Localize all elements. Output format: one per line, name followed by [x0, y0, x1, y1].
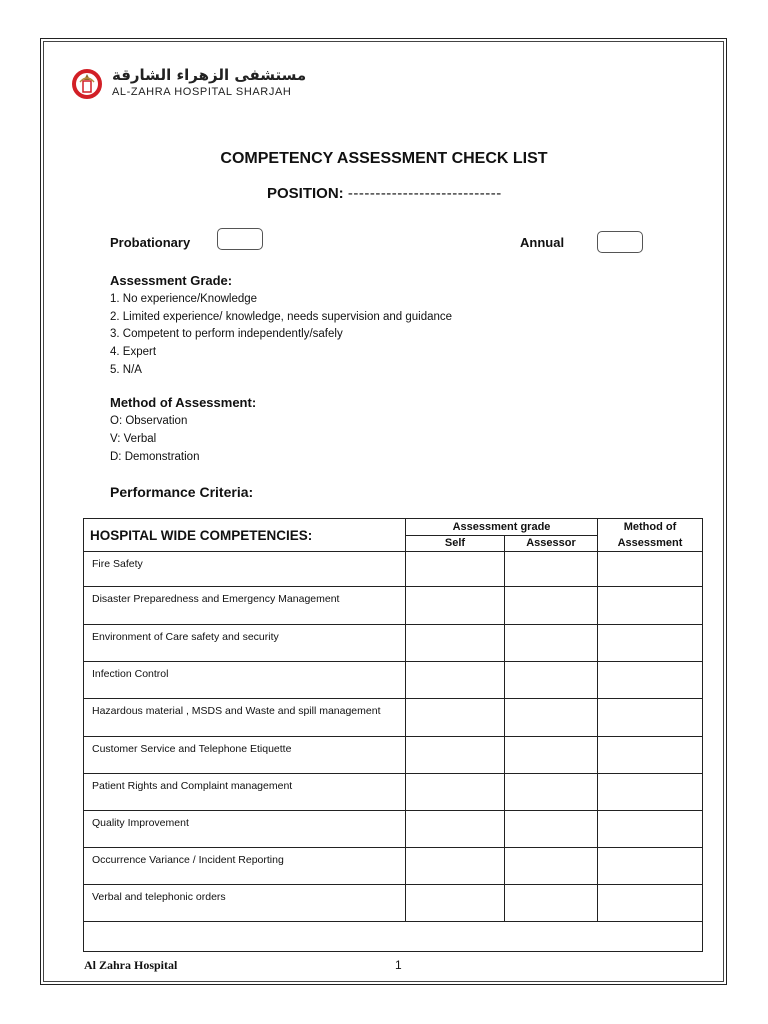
self-grade-cell[interactable]: [406, 662, 505, 699]
table-row: [84, 811, 703, 848]
hospital-name-english: AL-ZAHRA HOSPITAL SHARJAH: [112, 86, 292, 98]
competency-label: Infection Control: [84, 662, 406, 699]
document-title: COMPETENCY ASSESSMENT CHECK LIST: [220, 150, 548, 167]
hospital-logo-icon: [72, 68, 102, 100]
performance-criteria-heading: Performance Criteria:: [110, 484, 254, 500]
competency-label: Hazardous material , MSDS and Waste and spill management: [84, 699, 406, 737]
competency-label: Occurrence Variance / Incident Reporting: [84, 848, 406, 885]
competency-label: Fire Safety: [84, 552, 406, 587]
table-row: [84, 662, 703, 699]
competency-label: Quality Improvement: [84, 811, 406, 848]
competencies-table: [83, 518, 703, 952]
self-grade-cell[interactable]: [406, 699, 505, 737]
table-row: [84, 552, 703, 587]
self-grade-cell[interactable]: [406, 774, 505, 811]
assessor-grade-cell[interactable]: [505, 774, 598, 811]
method-cell[interactable]: [598, 625, 703, 662]
method-item: V: Verbal: [110, 433, 157, 445]
method-cell[interactable]: [598, 699, 703, 737]
position-field[interactable]: ----------------------------: [347, 185, 502, 202]
method-cell[interactable]: [598, 848, 703, 885]
self-grade-cell[interactable]: [406, 552, 505, 587]
assessor-grade-cell[interactable]: [505, 587, 598, 625]
competency-label: Patient Rights and Complaint management: [84, 774, 406, 811]
method-cell[interactable]: [598, 774, 703, 811]
method-item: O: Observation: [110, 415, 188, 427]
grade-item: 2. Limited experience/ knowledge, needs supervision and guidance: [110, 311, 453, 323]
assessor-grade-cell[interactable]: [505, 885, 598, 922]
hospital-name-arabic: مستشفى الزهراء الشارقة: [112, 66, 307, 84]
method-item: D: Demonstration: [110, 451, 200, 463]
assessor-grade-cell[interactable]: [505, 552, 598, 587]
table-title: HOSPITAL WIDE COMPETENCIES:: [84, 519, 406, 552]
self-grade-cell[interactable]: [406, 587, 505, 625]
empty-footer-cell[interactable]: [84, 922, 703, 952]
annual-checkbox[interactable]: [597, 231, 643, 253]
assessment-grade-header: Assessment grade: [406, 519, 598, 536]
self-grade-cell[interactable]: [406, 885, 505, 922]
table-row: [84, 885, 703, 922]
method-cell[interactable]: [598, 662, 703, 699]
self-grade-cell[interactable]: [406, 625, 505, 662]
table-row: [84, 737, 703, 774]
competency-label: Disaster Preparedness and Emergency Management: [84, 587, 406, 625]
table-row: [84, 625, 703, 662]
competency-label: Environment of Care safety and security: [84, 625, 406, 662]
method-cell[interactable]: [598, 885, 703, 922]
assessor-grade-cell[interactable]: [505, 662, 598, 699]
annual-label: Annual: [520, 235, 565, 250]
method-cell[interactable]: [598, 552, 703, 587]
grade-item: 4. Expert: [110, 346, 157, 358]
table-row: [84, 587, 703, 625]
grade-item: 5. N/A: [110, 364, 142, 376]
competency-label: Verbal and telephonic orders: [84, 885, 406, 922]
grade-item: 1. No experience/Knowledge: [110, 293, 258, 305]
self-header: Self: [406, 535, 505, 552]
method-heading: Method of Assessment:: [110, 395, 257, 410]
method-cell[interactable]: [598, 811, 703, 848]
assessor-grade-cell[interactable]: [505, 811, 598, 848]
table-row: [84, 774, 703, 811]
method-cell[interactable]: [598, 737, 703, 774]
position-label: POSITION:: [267, 185, 344, 202]
assessor-header: Assessor: [505, 535, 598, 552]
method-header: Method of Assessment: [598, 519, 703, 552]
self-grade-cell[interactable]: [406, 737, 505, 774]
table-row: [84, 848, 703, 885]
table-row-empty: [84, 922, 703, 952]
self-grade-cell[interactable]: [406, 848, 505, 885]
probationary-label: Probationary: [110, 235, 191, 250]
page-number: 1: [395, 958, 402, 972]
assessor-grade-cell[interactable]: [505, 699, 598, 737]
competency-label: Customer Service and Telephone Etiquette: [84, 737, 406, 774]
probationary-checkbox[interactable]: [217, 228, 263, 250]
position-line: [267, 185, 502, 202]
assessor-grade-cell[interactable]: [505, 625, 598, 662]
assessment-grade-heading: Assessment Grade:: [110, 273, 233, 288]
self-grade-cell[interactable]: [406, 811, 505, 848]
footer-hospital-name: Al Zahra Hospital: [84, 958, 178, 972]
grade-item: 3. Competent to perform independently/safely: [110, 328, 343, 340]
assessor-grade-cell[interactable]: [505, 737, 598, 774]
assessor-grade-cell[interactable]: [505, 848, 598, 885]
table-row: [84, 699, 703, 737]
method-cell[interactable]: [598, 587, 703, 625]
